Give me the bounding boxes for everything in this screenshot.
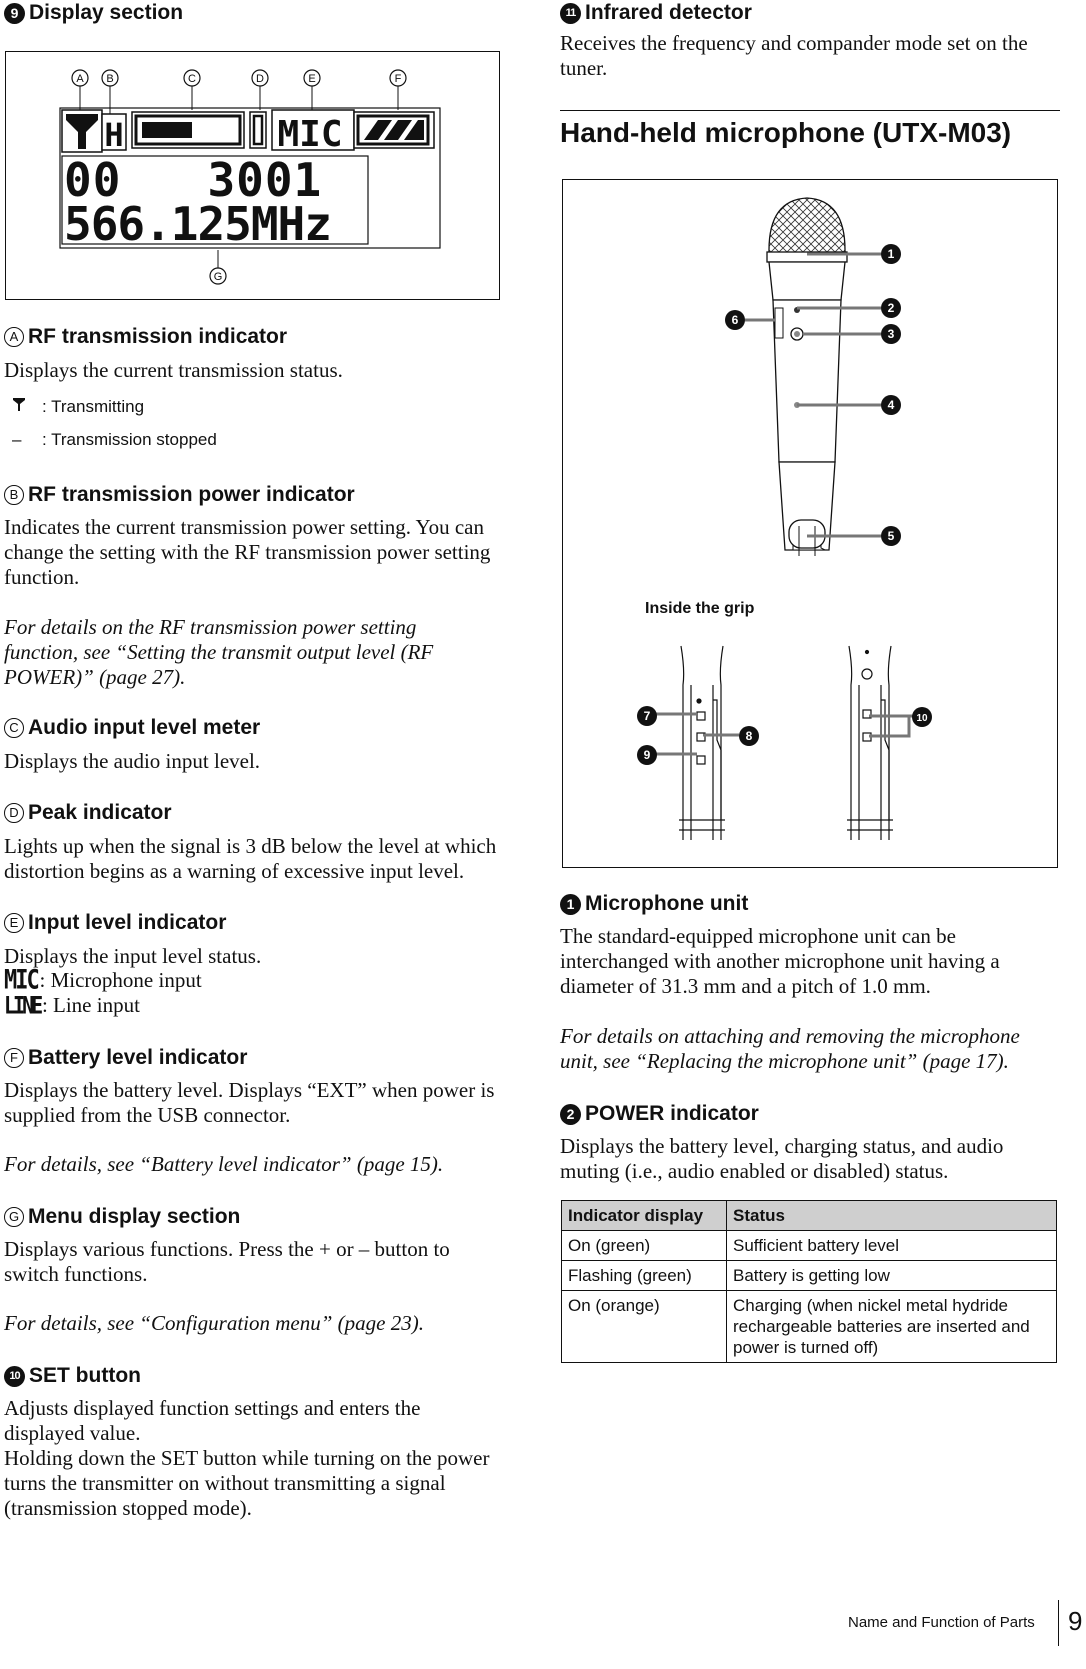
- peak-indicator-heading: [4, 800, 172, 826]
- section-divider: [560, 110, 1060, 111]
- set-button-body-2: Holding down the SET button while turning on the power turns the transmitter on without transmitting a signal (transmission stopped mode).: [4, 1446, 490, 1520]
- svg-text:7: 7: [643, 709, 651, 723]
- callout-6: [725, 310, 745, 330]
- microphone-unit-heading: [560, 891, 748, 917]
- table-header: Indicator display: [562, 1201, 727, 1231]
- battery-level-indicator-note: For details, see “Battery level indicator” (page 15).: [4, 1152, 444, 1176]
- callout-10: [912, 707, 932, 727]
- menu-display-section-body: Displays various functions. Press the + or – button to switch functions.: [4, 1237, 450, 1286]
- level-meter-bar: [142, 122, 192, 138]
- microphone-unit-note: For details on attaching and removing the microphone unit, see “Replacing the microphone unit” (page 17).: [560, 1024, 1020, 1073]
- item-text: : Transmission stopped: [42, 430, 217, 449]
- grip-right: [847, 646, 893, 840]
- callout-f-label: F: [394, 73, 402, 85]
- input-level-indicator-body: Displays the input level status.: [4, 944, 262, 968]
- mic-segment-text: MIC: [277, 114, 343, 155]
- table-cell: Flashing (green): [562, 1261, 727, 1291]
- heading-text: RF transmission power indicator: [28, 483, 355, 506]
- item-text: : Transmitting: [42, 397, 145, 416]
- input-level-indicator-heading: [4, 910, 226, 936]
- table-cell: On (orange): [562, 1291, 727, 1363]
- svg-text:10: 10: [916, 713, 928, 724]
- number-badge: 1: [560, 894, 581, 915]
- power-indicator-heading: [560, 1101, 759, 1127]
- mic-input-item: [4, 965, 202, 996]
- line-input-item: [4, 990, 140, 1020]
- dash-symbol: –: [12, 430, 22, 449]
- callout-3: [881, 324, 901, 344]
- letter-badge: A: [4, 327, 24, 347]
- callout-b-label: B: [106, 73, 114, 85]
- infrared-detector-body: Receives the frequency and compander mode set on the tuner.: [560, 31, 1028, 80]
- heading-text: Display section: [29, 1, 184, 24]
- table-header-row: [562, 1201, 1057, 1231]
- microphone-figure: [562, 179, 1058, 868]
- svg-text:8: 8: [745, 729, 753, 743]
- grip-left: [679, 646, 725, 840]
- callout-e: [304, 70, 320, 110]
- callout-f: [390, 70, 406, 110]
- callout-c: [184, 70, 200, 110]
- heading-text: Infrared detector: [585, 1, 752, 24]
- callout-g: [210, 250, 226, 284]
- footer-section-name: Name and Function of Parts: [848, 1614, 1035, 1631]
- mic-symbol: MIC: [4, 965, 38, 996]
- table-cell: On (green): [562, 1231, 727, 1261]
- infrared-detector-heading: [560, 0, 752, 26]
- number-badge: 11: [560, 3, 581, 24]
- letter-badge: C: [4, 718, 24, 738]
- table-cell: Battery is getting low: [727, 1261, 1057, 1291]
- rf-transmission-indicator-body: Displays the current transmission status.: [4, 358, 343, 382]
- svg-text:4: 4: [887, 398, 895, 412]
- heading-text: Input level indicator: [28, 911, 227, 934]
- letter-badge: G: [4, 1207, 24, 1227]
- menu-display-section-heading: [4, 1204, 240, 1230]
- callout-7: [637, 706, 657, 726]
- table-row: [562, 1261, 1057, 1291]
- callout-1: [881, 244, 901, 264]
- heading-text: Microphone unit: [585, 892, 749, 915]
- svg-text:9: 9: [643, 748, 651, 762]
- microphone-diagram: [563, 180, 1057, 867]
- table-row: [562, 1291, 1057, 1363]
- mic-grille: [769, 198, 845, 258]
- transmission-stopped-item: [12, 429, 217, 451]
- svg-text:5: 5: [887, 529, 895, 543]
- line-symbol: LINE: [4, 990, 41, 1020]
- heading-text: Audio input level meter: [28, 716, 261, 739]
- callout-a-label: A: [76, 73, 84, 85]
- rf-power-indicator-note: For details on the RF transmission power setting function, see “Setting the transmit output level (RF POWER)” (page 27).: [4, 615, 434, 689]
- callout-g-label: G: [213, 271, 223, 283]
- callout-d-label: D: [256, 73, 264, 85]
- table-header: Status: [727, 1201, 1057, 1231]
- rf-power-indicator-body: Indicates the current transmission power setting. You can change the setting with the RF transmission power setting function.: [4, 515, 491, 589]
- rf-power-indicator-heading: [4, 482, 355, 508]
- heading-text: Peak indicator: [28, 801, 172, 824]
- callout-e-label: E: [308, 73, 316, 85]
- callout-a: [72, 70, 88, 110]
- lcd-figure: [5, 51, 500, 300]
- callout-d: [252, 70, 268, 110]
- rf-transmission-indicator-heading: [4, 324, 287, 350]
- letter-badge: B: [4, 485, 24, 505]
- heading-text: Menu display section: [28, 1205, 241, 1228]
- item-text: : Microphone input: [39, 968, 202, 992]
- heading-text: SET button: [29, 1364, 141, 1387]
- letter-badge: D: [4, 803, 24, 823]
- table-row: [562, 1231, 1057, 1261]
- power-indicator-body: Displays the battery level, charging status, and audio muting (i.e., audio enabled or disabled) status.: [560, 1134, 1004, 1183]
- set-button-heading: [4, 1363, 141, 1389]
- footer-divider: [1058, 1600, 1059, 1646]
- transmitting-item: [12, 396, 144, 418]
- callout-9: [637, 745, 657, 765]
- svg-text:6: 6: [731, 313, 739, 327]
- callout-4: [881, 395, 901, 415]
- svg-text:1: 1: [887, 247, 895, 261]
- svg-text:H: H: [104, 116, 124, 154]
- svg-text:3: 3: [887, 327, 895, 341]
- number-badge: 10: [4, 1366, 25, 1387]
- table-cell: Charging (when nickel metal hydride rechargeable batteries are inserted and power is turned off): [727, 1291, 1057, 1363]
- callout-8: [739, 726, 759, 746]
- inside-grip-label: Inside the grip: [645, 600, 755, 617]
- section-title: Hand-held microphone (UTX-M03): [560, 117, 1012, 148]
- table-cell: Sufficient battery level: [727, 1231, 1057, 1261]
- letter-badge: E: [4, 913, 24, 933]
- heading-text: Battery level indicator: [28, 1046, 248, 1069]
- callout-2: [881, 298, 901, 318]
- letter-badge: F: [4, 1048, 24, 1068]
- lcd-line-2: 566.125MHz: [64, 197, 331, 251]
- lcd-diagram: [6, 52, 499, 299]
- audio-input-meter-body: Displays the audio input level.: [4, 749, 261, 773]
- callout-5: [881, 526, 901, 546]
- callout-c-label: C: [188, 73, 196, 85]
- peak-indicator-body: Lights up when the signal is 3 dB below the level at which distortion begins as a warning of excessive input level.: [4, 834, 497, 883]
- set-button-body-1: Adjusts displayed function settings and enters the displayed value.: [4, 1396, 421, 1445]
- audio-input-meter-heading: [4, 715, 260, 741]
- page-number: 9: [1068, 1606, 1083, 1636]
- item-text: : Line input: [41, 993, 140, 1017]
- microphone-unit-body: The standard-equipped microphone unit can be interchanged with another microphone unit having a diameter of 31.3 mm and a pitch of 1.0 mm.: [560, 924, 1000, 998]
- lcd-top-row: [62, 110, 434, 155]
- number-badge: 9: [4, 3, 25, 24]
- antenna-icon: [12, 396, 42, 418]
- battery-level-indicator-body: Displays the battery level. Displays “EXT” when power is supplied from the USB connector.: [4, 1078, 495, 1127]
- heading-text: RF transmission indicator: [28, 325, 288, 348]
- battery-level-indicator-heading: [4, 1045, 247, 1071]
- heading-text: POWER indicator: [585, 1102, 759, 1125]
- number-badge: 2: [560, 1104, 581, 1125]
- lcd-line-1: 00 3001: [64, 153, 323, 207]
- menu-display-section-note: For details, see “Configuration menu” (page 23).: [4, 1311, 424, 1335]
- display-section-heading: [4, 0, 183, 26]
- svg-text:2: 2: [887, 301, 895, 315]
- indicator-table: [561, 1200, 1057, 1363]
